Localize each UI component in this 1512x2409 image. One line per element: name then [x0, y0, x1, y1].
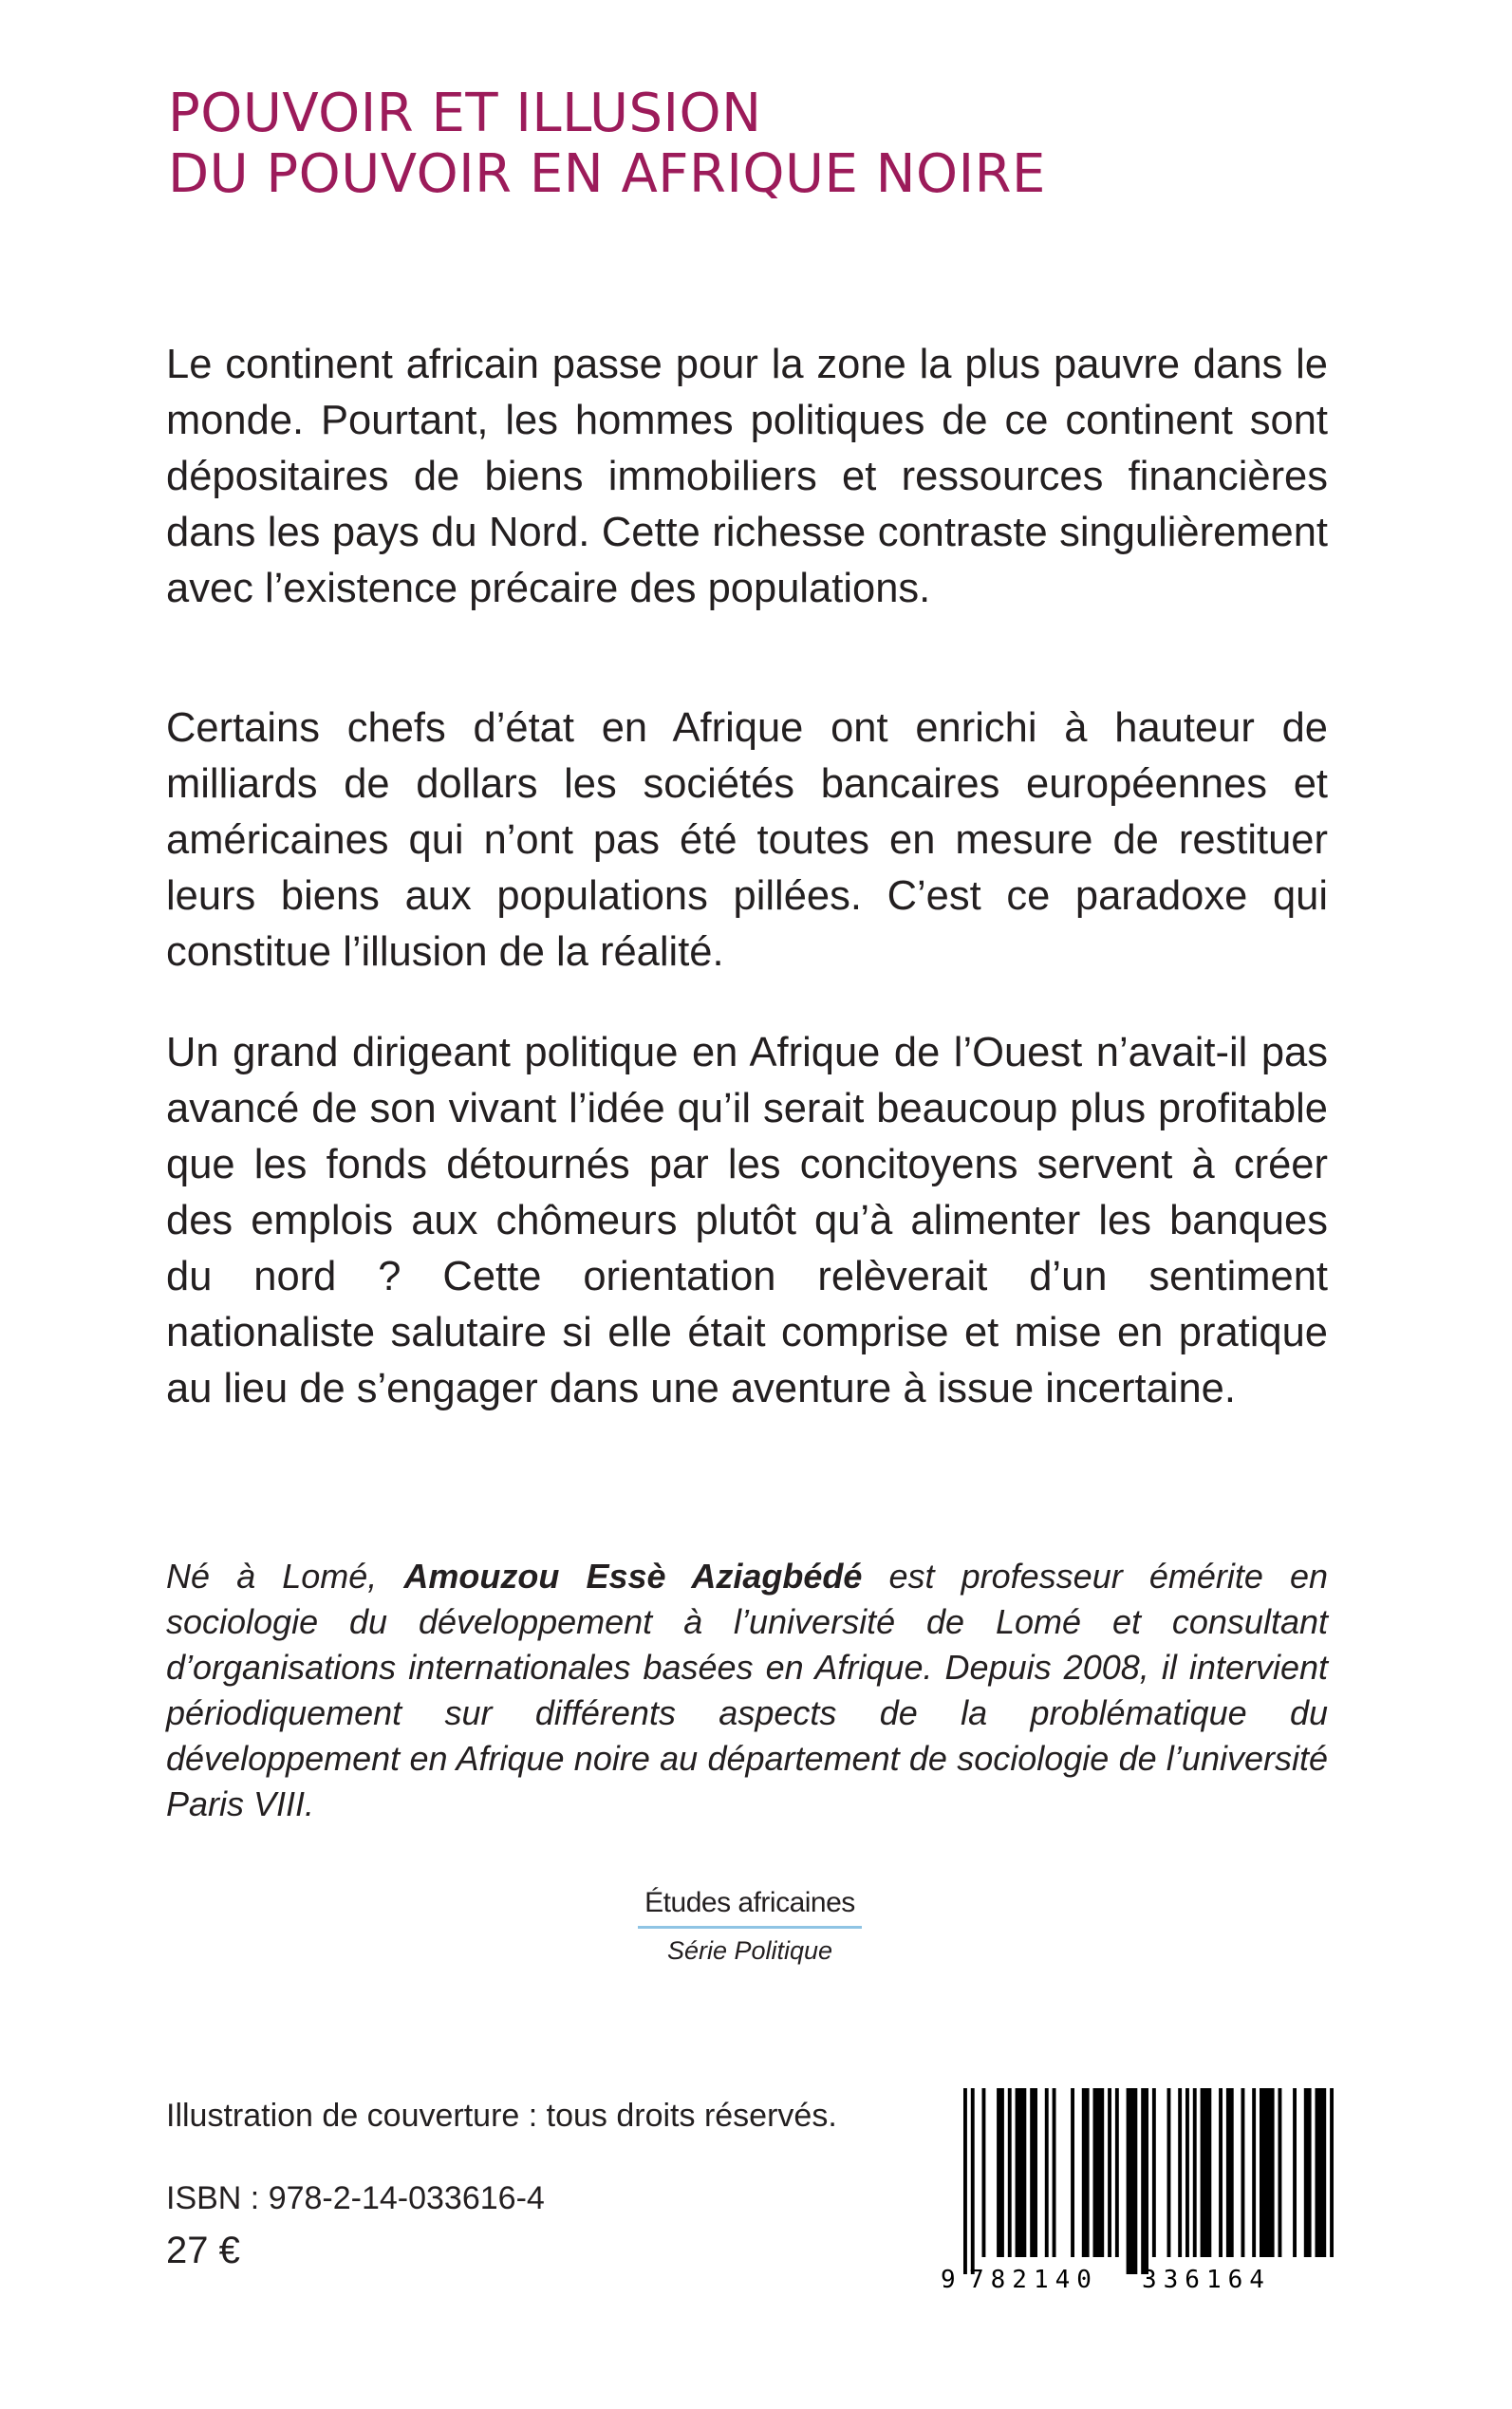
- barcode-bar: [1045, 2088, 1049, 2257]
- book-title: [168, 84, 1046, 205]
- barcode-bar: [1178, 2088, 1182, 2257]
- series-name: Études africaines: [644, 1887, 855, 1918]
- barcode-bar: [1082, 2088, 1090, 2257]
- barcode-bar: [1152, 2088, 1156, 2257]
- barcode-bars: [963, 2088, 1334, 2274]
- summary-paragraph-3: Un grand dirigeant politique en Afrique de l’Ouest n’avait-il pas avancé de son vivant l’idée qu’il serait beaucoup plus profitable que les fonds détournés par les concitoyens servent à créer des emplois aux chômeurs plutôt qu’à alimenter les banques du nord ? Cette orientation relèverait d’un sentiment nationaliste salutaire si elle était comprise et mise en pratique au lieu de s’engager dans une aventure à issue incertaine.: [166, 1030, 1328, 1411]
- barcode-bar: [1115, 2088, 1119, 2257]
- barcode-bar: [1008, 2088, 1012, 2257]
- isbn-text: ISBN : 978-2-14-033616-4: [166, 2180, 545, 2216]
- barcode-bar: [1316, 2088, 1327, 2257]
- barcode-bar: [1093, 2088, 1105, 2257]
- barcode-bar: [1108, 2088, 1111, 2257]
- barcode-bar: [1127, 2088, 1138, 2274]
- barcode-bar: [1219, 2088, 1223, 2257]
- barcode-bar: [1252, 2088, 1256, 2257]
- author-bio-text: est professeur émérite en sociologie du développement à l’université de Lomé et consultant d’organisations internationales basées en Afrique. Depuis 2008, il intervient périodiquement sur différents aspects de la problématique du développement en Afrique noire au département de sociologie de l’université Paris VIII.: [166, 1557, 1329, 1823]
- series-subtitle: Série Politique: [666, 1936, 833, 1965]
- barcode-digits-left: 782140: [969, 2266, 1098, 2293]
- barcode-bar: [1030, 2088, 1037, 2257]
- barcode-bar: [1016, 2088, 1027, 2257]
- barcode-bar: [982, 2088, 986, 2257]
- barcode-bar: [1141, 2088, 1148, 2274]
- barcode-bar: [1279, 2088, 1282, 2257]
- barcode-bar: [1304, 2088, 1312, 2257]
- barcode-bar: [1293, 2088, 1297, 2257]
- summary-paragraph-1: Le continent africain passe pour la zone la plus pauvre dans le monde. Pourtant, les hommes politiques de ce continent sont dépositaires de biens immobiliers et ressources financières dans les pays du Nord. Cette richesse contraste singulièrement avec l’existence précaire des populations.: [166, 342, 1328, 611]
- summary-paragraph-2: Certains chefs d’état en Afrique ont enrichi à hauteur de milliards de dollars les sociétés bancaires européennes et américaines qui n’ont pas été toutes en mesure de restituer leurs biens aux populations pillées. C’est ce paradoxe qui constitue l’illusion de la réalité.: [166, 705, 1328, 975]
- barcode-bar: [1330, 2088, 1334, 2257]
- price-text: 27 €: [166, 2230, 240, 2271]
- barcode-bar: [1053, 2088, 1056, 2257]
- barcode-bar: [1193, 2088, 1197, 2257]
- barcode-bar: [1241, 2088, 1245, 2257]
- series-divider: [638, 1926, 862, 1929]
- barcode-bar: [1167, 2088, 1171, 2257]
- barcode-bar: [1201, 2088, 1212, 2257]
- barcode-bar: [1071, 2088, 1074, 2257]
- series-block: [626, 1886, 873, 1967]
- barcode-bar: [1226, 2088, 1234, 2257]
- book-title-line2: DU POUVOIR EN AFRIQUE NOIRE: [168, 143, 1046, 205]
- book-title-line1: POUVOIR ET ILLUSION: [168, 83, 762, 144]
- barcode-bar: [963, 2088, 967, 2274]
- author-bio-prefix: Né à Lomé,: [166, 1557, 404, 1596]
- barcode-bar: [1185, 2088, 1189, 2257]
- author-name: Amouzou Essè Aziagbédé: [403, 1557, 863, 1596]
- barcode-bar: [1260, 2088, 1275, 2257]
- barcode-digit-lead: 9: [941, 2266, 956, 2293]
- barcode-digits-right: 336164: [1142, 2266, 1271, 2293]
- author-bio: [166, 1554, 1328, 1827]
- barcode-bar: [997, 2088, 1004, 2257]
- barcode-bar: [971, 2088, 975, 2274]
- cover-credit: Illustration de couverture : tous droits réservés.: [166, 2098, 837, 2134]
- barcode-icon: [935, 2084, 1334, 2293]
